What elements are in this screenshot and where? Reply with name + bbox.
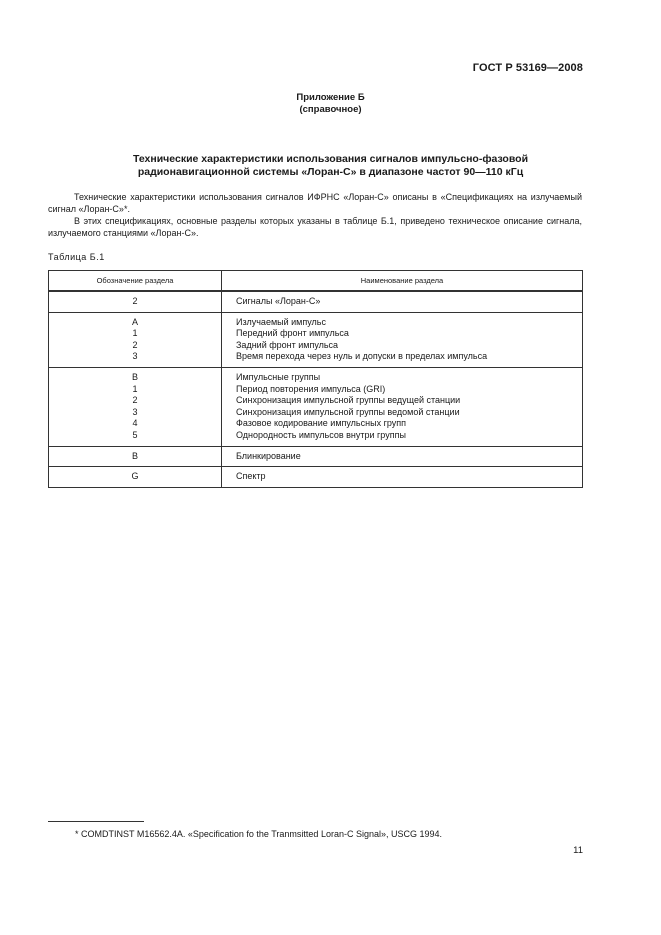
section-code: A xyxy=(131,316,138,327)
document-title-line-1: Технические характеристики использования сигналов импульсно-фазовой xyxy=(132,153,529,165)
section-code: 1 xyxy=(132,383,138,394)
footnote-divider xyxy=(48,821,144,822)
footnote: * COMDTINST M16562.4A. «Specification fo the Tranmsitted Loran-C Signal», USCG 1994. xyxy=(75,829,443,839)
appendix-heading xyxy=(0,92,661,116)
paragraph-2-text: В этих спецификациях, основные разделы которых указаны в таблице Б.1, приведено техническое описание сигнала, излучаемого станциями «Лоран-С». xyxy=(48,216,582,238)
paragraph-1-text: Технические характеристики использования сигналов ИФРНС «Лоран-С» описаны в «Спецификациях на излучаемый сигнал «Лоран-С»*. xyxy=(48,192,582,214)
section-name-cell xyxy=(222,312,583,367)
section-code-cell xyxy=(49,291,222,312)
table-row xyxy=(49,446,583,467)
section-code: 5 xyxy=(132,429,138,440)
section-name: Период повторения импульса (GRI) xyxy=(236,383,386,394)
section-code: 3 xyxy=(132,406,138,417)
table-row xyxy=(49,467,583,488)
section-name: Блинкирование xyxy=(236,450,301,461)
table-header-row xyxy=(49,271,583,292)
document-title-line-2: радионавигационной системы «Лоран-С» в диапазоне частот 90—110 кГц xyxy=(137,166,524,178)
section-name-cell xyxy=(222,291,583,312)
document-title xyxy=(0,153,661,179)
section-name: Однородность импульсов внутри группы xyxy=(236,429,406,440)
section-name: Время перехода через нуль и допуски в пределах импульса xyxy=(236,351,488,362)
table-row xyxy=(49,291,583,312)
paragraph-1 xyxy=(48,191,582,215)
section-name: Сигналы «Лоран-С» xyxy=(236,296,321,306)
section-code-cell xyxy=(49,367,222,446)
section-name: Синхронизация импульсной группы ведущей станции xyxy=(236,395,461,406)
section-code: 3 xyxy=(132,351,138,362)
section-name: Импульсные группы xyxy=(236,371,321,382)
standard-number: ГОСТ Р 53169—2008 xyxy=(472,62,583,74)
column-header-name: Наименование раздела xyxy=(222,271,583,292)
section-code: 4 xyxy=(132,418,138,429)
section-code: G xyxy=(131,471,139,482)
section-code: 2 xyxy=(132,296,138,306)
section-code: 1 xyxy=(132,328,138,339)
section-code: 2 xyxy=(132,395,138,406)
section-name: Излучаемый импульс xyxy=(236,316,326,327)
section-code-cell xyxy=(49,312,222,367)
section-code: B xyxy=(131,371,138,382)
table-row xyxy=(49,367,583,446)
section-code-cell xyxy=(49,467,222,488)
section-name: Передний фронт импульса xyxy=(236,328,349,339)
section-name-cell xyxy=(222,367,583,446)
table-caption: Таблица Б.1 xyxy=(48,252,105,262)
paragraph-2 xyxy=(48,215,582,239)
appendix-title: Приложение Б xyxy=(296,92,365,103)
appendix-subtitle: (справочное) xyxy=(299,104,362,115)
section-code: 2 xyxy=(132,339,138,350)
section-name: Спектр xyxy=(236,471,266,482)
table-body xyxy=(49,291,583,487)
table-row xyxy=(49,312,583,367)
sections-table xyxy=(48,270,583,488)
section-code: B xyxy=(131,450,138,461)
column-header-code: Обозначение раздела xyxy=(49,271,222,292)
section-name: Задний фронт импульса xyxy=(236,339,339,350)
page-number: 11 xyxy=(573,845,583,856)
section-name-cell xyxy=(222,467,583,488)
section-name-cell xyxy=(222,446,583,467)
section-name: Фазовое кодирование импульсных групп xyxy=(236,418,406,429)
section-code-cell xyxy=(49,446,222,467)
section-name: Синхронизация импульсной группы ведомой станции xyxy=(236,406,460,417)
